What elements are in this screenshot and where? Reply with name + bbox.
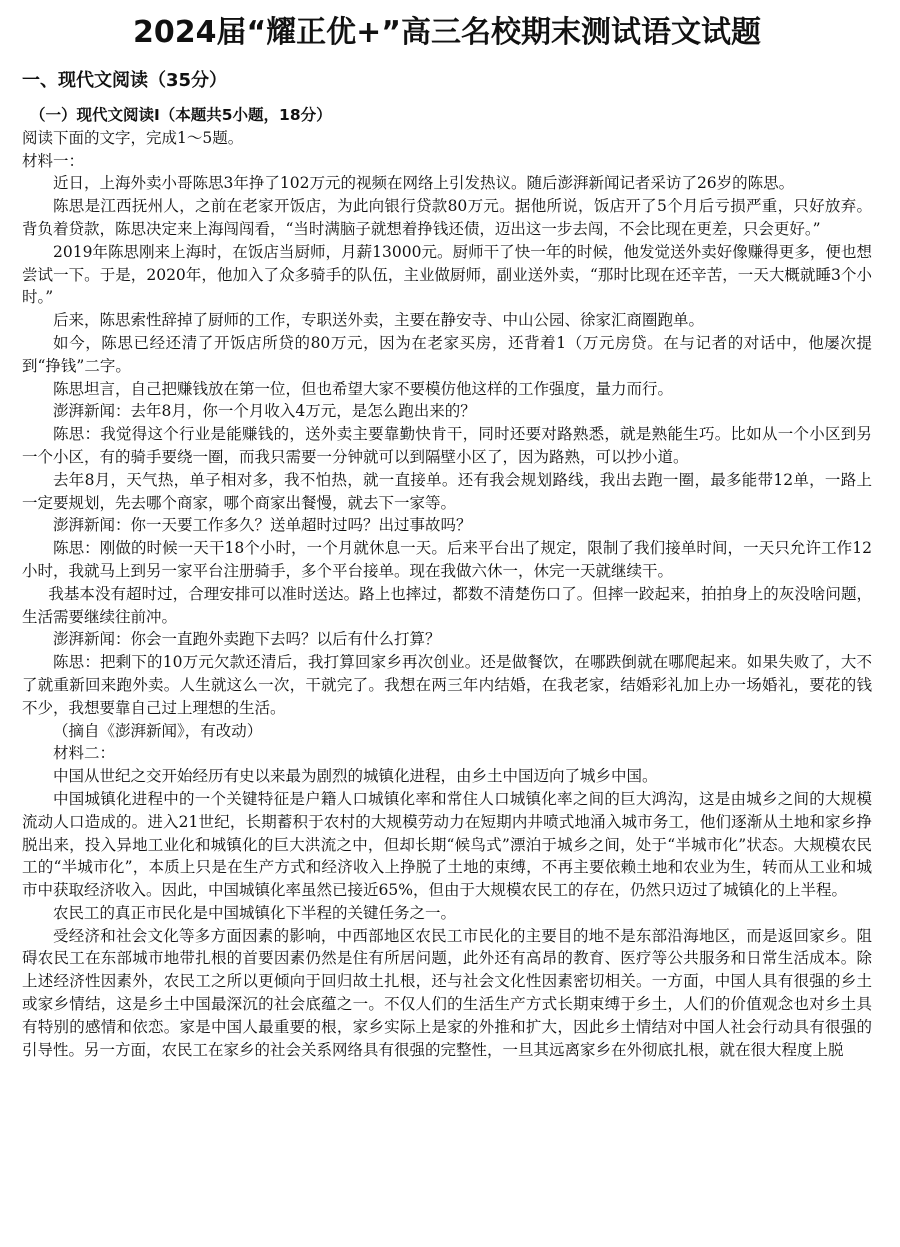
material-1-paragraph: 2019年陈思刚来上海时，在饭店当厨师，月薪13000元。厨师干了快一年的时候，他发觉送外卖好像赚得更多，便也想尝试一下。于是，2020年，他加入了众多骑手的队伍，主业做厨师，副业送外卖，“那时比现在还辛苦，一天大概就睡3个小时。” xyxy=(22,242,872,307)
interview-question: 澎湃新闻：你一天要工作多久？送单超时过吗？出过事故吗？ xyxy=(53,516,472,535)
material-1-paragraph: 如今，陈思已经还清了开饭店所贷的80万元，因为在老家买房，还背着1（万元房贷。在与记者的对话中，他屡次提到“挣钱”二字。 xyxy=(22,333,872,375)
material-2-paragraph: 受经济和社会文化等多方面因素的影响，中西部地区农民工市民化的主要目的地不是东部沿海地区，而是返回家乡。阻碍农民工在东部城市地带扎根的首要因素仍然是住有所居问题，此外还有高昂的教育、医疗等公共服务和日常生活成本。除上述经济性因素外，农民工之所以更倾向于回归故土扎根，还与社会文化性因素密切相关。一方面，中国人具有很强的乡土或家乡情结，这是乡土中国最深沉的社会底蕴之一。不仅人们的生活生产方式长期束缚于乡土，人们的价值观念也对乡土具有特别的感情和依恋。家是中国人最重要的根，家乡实际上是家的外推和扩大，因此乡土情结对中国人社会行动具有很强的引导性。另一方面，农民工在家乡的社会关系网络具有很强的完整性，一旦其远离家乡在外彻底扎根，就在很大程度上脱 xyxy=(22,926,872,1059)
subsection-heading: （一）现代文阅读Ⅰ（本题共5小题，18分） xyxy=(30,106,332,124)
material-1-paragraph: 陈思坦言，自己把赚钱放在第一位，但也希望大家不要模仿他这样的工作强度，量力而行。 xyxy=(53,379,674,398)
material-2-paragraph: 中国城镇化进程中的一个关键特征是户籍人口城镇化率和常住人口城镇化率之间的巨大鸿沟，这是由城乡之间的大规模流动人口造成的。进入21世纪，长期蓄积于农村的大规模劳动力在短期内井喷式地涌入城市务工，他们逐渐从土地和家乡挣脱出来，投入异地工业化和城镇化的巨大洪流之中，但却长期“候鸟式”漂泊于城乡之间，处于“半城市化”状态。大规模农民工的“半城市化”，本质上只是在生产方式和经济收入上挣脱了土地的束缚，不再主要依赖土地和农业为生，转而从工业和城市中获取经济收入。因此，中国城镇化率虽然已接近65%，但由于大规模农民工的存在，仍然只迈过了城镇化的上半程。 xyxy=(22,789,872,900)
material-1-paragraph: 后来，陈思索性辞掉了厨师的工作，专职送外卖，主要在静安寺、中山公园、徐家汇商圈跑单。 xyxy=(53,311,705,330)
material-1-paragraph: 近日，上海外卖小哥陈思3年挣了102万元的视频在网络上引发热议。随后澎湃新闻记者采访了26岁的陈思。 xyxy=(53,174,795,193)
material-1-paragraph: 陈思是江西抚州人，之前在老家开饭店，为此向银行贷款80万元。据他所说，饭店开了5个月后亏损严重，只好放弃。背负着贷款，陈思决定来上海闯闯看，“当时满脑子就想着挣钱还债，迈出这一步去闯，不会比现在更差，只会更好。” xyxy=(22,197,872,238)
interview-question: 澎湃新闻：去年8月，你一个月收入4万元，是怎么跑出来的？ xyxy=(53,402,476,421)
interview-answer: 陈思：我觉得这个行业是能赚钱的，送外卖主要靠勤快肯干，同时还要对路熟悉，就是熟能生巧。比如从一个小区到另一个小区，有的骑手要绕一圈，而我只需要一分钟就可以到隔壁小区了，因为路熟，可以抄小道。 xyxy=(22,425,872,466)
interview-answer: 陈思：把剩下的10万元欠款还清后，我打算回家乡再次创业。还是做餐饮，在哪跌倒就在哪爬起来。如果失败了，大不了就重新回来跑外卖。人生就这么一次，干就完了。我想在两三年内结婚，在我老家，结婚彩礼加上办一场婚礼，要花的钱不少，我想要靠自己过上理想的生活。 xyxy=(22,653,872,717)
section-heading: 一、现代文阅读（35分） xyxy=(22,70,228,91)
source-note: （摘自《澎湃新闻》，有改动） xyxy=(53,721,263,740)
material-1-label: 材料一： xyxy=(22,151,85,170)
interview-question: 澎湃新闻：你会一直跑外卖跑下去吗？以后有什么打算？ xyxy=(53,630,441,649)
exam-title: 2024届“耀正优+”高三名校期末测试语文试题 xyxy=(132,15,762,50)
interview-answer: 去年8月，天气热，单子相对多，我不怕热，就一直接单。还有我会规划路线，我出去跑一圈，最多能带12单，一路上一定要规划，先去哪个商家，哪个商家出餐慢，就去下一家等。 xyxy=(22,470,872,512)
interview-answer: 陈思：刚做的时候一天干18个小时，一个月就休息一天。后来平台出了规定，限制了我们接单时间，一天只允许工作12小时，我就马上到另一家平台注册骑手，多个平台接单。现在我做六休一，休完一天就继续干。 xyxy=(22,539,872,580)
material-2-paragraph: 中国从世纪之交开始经历有史以来最为剧烈的城镇化进程，由乡土中国迈向了城乡中国。 xyxy=(53,767,658,786)
material-2-paragraph: 农民工的真正市民化是中国城镇化下半程的关键任务之一。 xyxy=(53,903,457,922)
material-2-label: 材料二： xyxy=(53,744,116,763)
instruction-text: 阅读下面的文字，完成1～5题。 xyxy=(22,128,244,147)
reading-body xyxy=(22,104,872,1061)
interview-answer: 我基本没有超时过，合理安排可以准时送达。路上也摔过，都数不清楚伤口了。但摔一跤起来，拍拍身上的灰没啥问题，生活需要继续往前冲。 xyxy=(22,584,872,626)
